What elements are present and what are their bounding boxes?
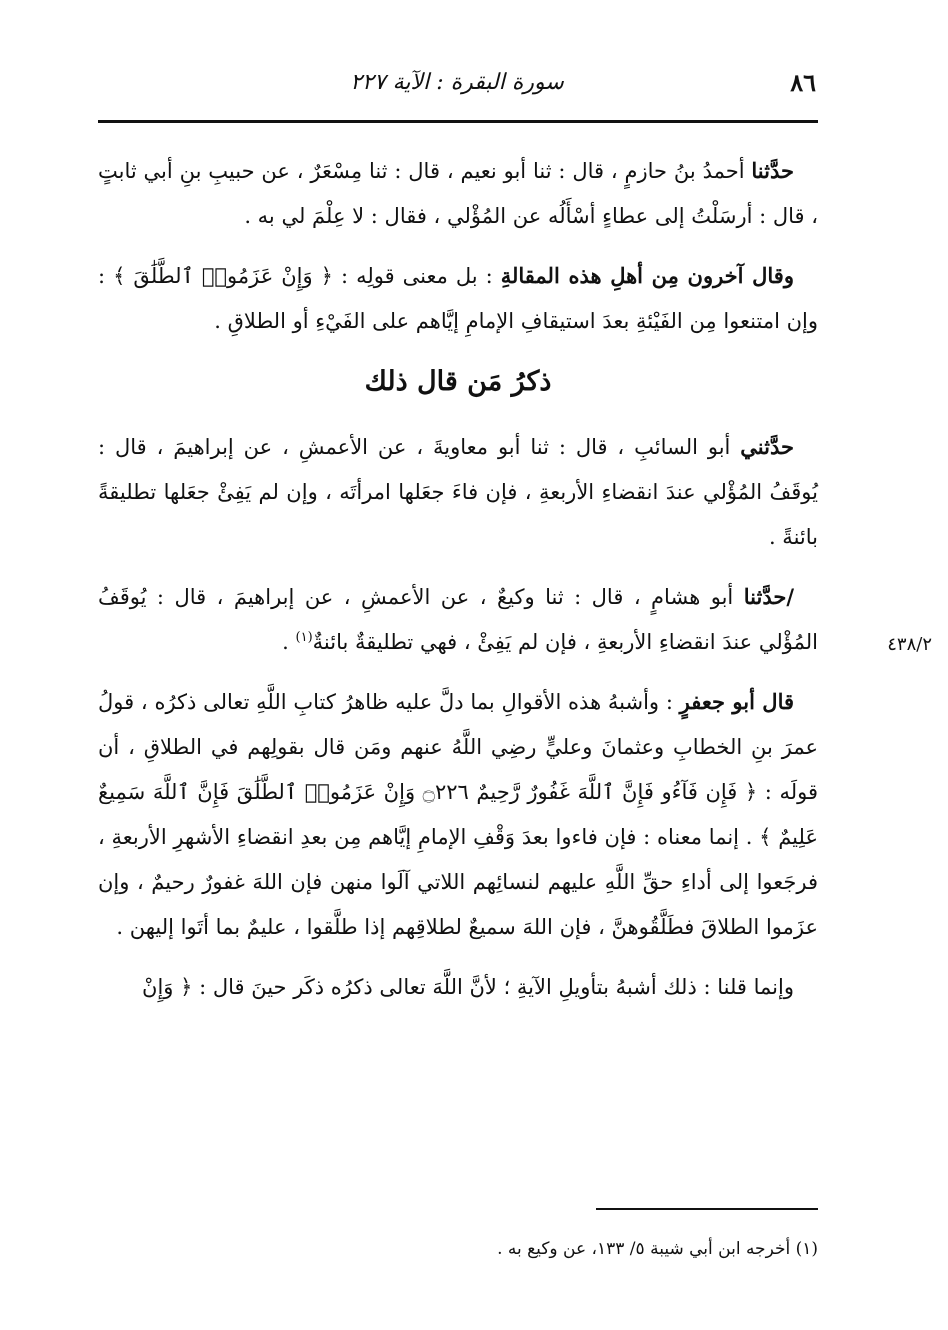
paragraph-text: أبو هشامٍ ، قال : ثنا وكيعٌ ، عن الأعمشِ ، عن إبراهيمَ ، قال : يُوقَفُ المُؤْلي عندَ انقضاءِ الأربعةِ ، فإن لم يَفِئْ ، فهي تطليقةٌ بائنةٌ bbox=[98, 585, 818, 654]
margin-reference: ٤٣٨/٢ bbox=[887, 634, 932, 655]
paragraph-text: وإنما قلنا : ذلك أشبهُ بتأويلِ الآيةِ ؛ لأنَّ اللَّهَ تعالى ذكرُه ذكَر حينَ قال : ﴿ وَإِنْ bbox=[142, 975, 794, 999]
page-number: ٨٦ bbox=[790, 68, 816, 97]
paragraph-5 bbox=[98, 679, 818, 950]
paragraph-text: أحمدُ بنُ حازمٍ ، قال : ثنا أبو نعيم ، قال : ثنا مِسْعَرٌ ، عن حبيبِ بنِ أبي ثابتٍ ، قال : أرسَلْتُ إلى عطاءٍ أسْأَلُه عن المُؤْلي ، فقال : لا عِلْمَ لي به . bbox=[98, 159, 818, 228]
main-text bbox=[98, 148, 818, 1024]
paragraph-lead: حدَّثنا bbox=[751, 158, 794, 183]
footnote-marker[interactable]: (١) bbox=[295, 630, 313, 645]
paragraph-lead: وقال آخرون مِن أهلِ هذه المقالةِ bbox=[500, 263, 794, 288]
paragraph-3 bbox=[98, 424, 818, 560]
paragraph-6 bbox=[98, 964, 818, 1010]
paragraph-2 bbox=[98, 253, 818, 344]
paragraph-lead: حدَّثني bbox=[740, 434, 794, 459]
page-header bbox=[98, 62, 816, 112]
paragraph-text: : وأشبهُ هذه الأقوالِ بما دلَّ عليه ظاهرُ كتابِ اللَّهِ تعالى ذكرُه ، قولُ عمرَ بنِ الخطابِ وعثمانَ وعليٍّ رضِي اللَّهُ عنهم ومَن قال بقولِهم في الطلاقِ ، أن قولَه : ﴿ فَإِن فَآءُو فَإِنَّ ٱللَّهَ غَفُورٌ رَّحِيمٌ ۝٢٢٦ وَإِنْ عَزَمُوا۟ ٱلطَّلَٰقَ فَإِنَّ ٱللَّهَ سَمِيعٌ عَلِيمٌ ﴾ . إنما معناه : فإن فاءوا بعدَ وَقْفِ الإمامِ إيَّاهم مِن بعدِ انقضاءِ الأشهرِ الأربعةِ ، فرجَعوا إلى أداءِ حقِّ اللَّهِ عليهم لنسائِهم اللاتي آلَوا منهن فإن اللهَ غفورٌ رحيمٌ ، وإن عزَموا الطلاقَ فطَلَّقُوهنَّ ، فإن اللهَ سميعٌ لطلاقِهم إذا طلَّقوا ، عليمٌ بما أتَوا إليهن . bbox=[98, 690, 818, 939]
footnote-rule bbox=[596, 1208, 818, 1210]
paragraph-text: : بل معنى قولِه : ﴿ وَإِنْ عَزَمُوا۟ ٱلطَّلَٰقَ ﴾ : وإن امتنعوا مِن الفَيْئةِ بعدَ استيقافِ الإمامِ إيَّاهم على الفَيْءِ أو الطلاقِ . bbox=[98, 264, 818, 333]
paragraph-text: أبو السائبِ ، قال : ثنا أبو معاويةَ ، عن الأعمشِ ، عن إبراهيمَ ، قال : يُوقَفُ المُؤْلي عندَ انقضاءِ الأربعةِ ، فإن فاءَ جعَلها امرأتَه ، وإن لم يَفِئْ جعَلها تطليقةً بائنةً . bbox=[98, 435, 818, 549]
paragraph-lead: قال أبو جعفرٍ bbox=[679, 689, 795, 714]
paragraph-tail: . bbox=[282, 630, 296, 654]
paragraph-1 bbox=[98, 148, 818, 239]
header-rule bbox=[98, 120, 818, 123]
section-heading: ذكرُ مَن قال ذلك bbox=[364, 366, 552, 397]
running-title: سورة البقرة : الآية ٢٢٧ bbox=[350, 70, 564, 95]
paragraph-4 bbox=[98, 574, 818, 665]
paragraph-lead: /حدَّثنا bbox=[743, 584, 794, 609]
footnote: (١) أخرجه ابن أبي شيبة ٥/ ١٣٣، عن وكيع به . bbox=[497, 1239, 818, 1259]
